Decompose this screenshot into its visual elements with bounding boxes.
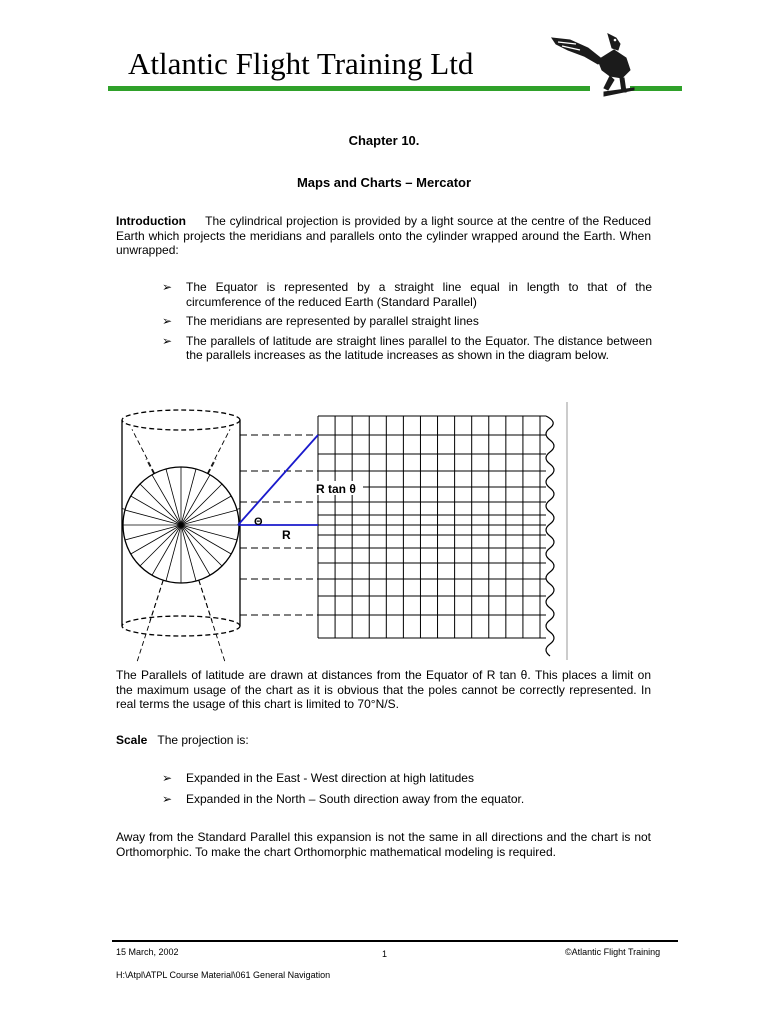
footer-copyright: ©Atlantic Flight Training <box>565 947 661 957</box>
list-item: ➢ The Equator is represented by a straight line equal in length to that of the circumference of the reduced Earth (Standard Parallel) <box>162 280 652 309</box>
arrow-bullet-icon: ➢ <box>162 280 173 294</box>
list-item: ➢ Expanded in the North – South direction away from the equator. <box>162 791 525 806</box>
parallels-paragraph: The Parallels of latitude are drawn at distances from the Equator of R tan θ. This places a limit on the maximum usage of the chart as it is obvious that the poles cannot be correctly represented. In real terms the usage of this chart is limited to 70°N/S. <box>116 668 651 711</box>
scale-bullets <box>162 771 652 806</box>
arrow-bullet-icon: ➢ <box>162 314 173 328</box>
intro-paragraph <box>116 214 651 258</box>
arrow-bullet-icon: ➢ <box>162 771 173 785</box>
list-item: ➢ The meridians are represented by parallel straight lines <box>162 314 479 328</box>
eagle-logo-icon <box>548 30 638 102</box>
footer-rule <box>112 940 678 942</box>
intro-text: The cylindrical projection is provided by a light source at the centre of the Reduced Earth which projects the meridians and parallels onto the cylinder wrapped around the Earth. When unwrapped: <box>116 214 651 257</box>
chapter-title: Chapter 10. <box>348 133 420 148</box>
label-theta: Θ <box>254 516 263 528</box>
intro-label: Introduction <box>116 214 186 228</box>
company-title: Atlantic Flight Training Ltd <box>128 46 474 81</box>
footer-page-number: 1 <box>382 949 388 959</box>
section-title: Maps and Charts – Mercator <box>296 175 472 190</box>
label-r-tan-theta: R tan θ <box>316 482 356 496</box>
label-r: R <box>282 528 291 542</box>
scale-paragraph <box>116 733 651 748</box>
projection-bullets <box>162 280 652 363</box>
list-item: ➢ The parallels of latitude are straight lines parallel to the Equator. The distance between the parallels increases as the latitude increases as shown in the diagram below. <box>162 333 652 362</box>
header-green-line-left <box>108 86 590 91</box>
scale-label: Scale <box>116 733 148 747</box>
arrow-bullet-icon: ➢ <box>162 333 173 348</box>
footer-path: H:\Atpl\ATPL Course Material\061 General Navigation <box>116 970 331 980</box>
scale-text: The projection is: <box>157 733 249 747</box>
footer-date: 15 March, 2002 <box>116 947 179 957</box>
arrow-bullet-icon: ➢ <box>162 791 173 806</box>
mercator-diagram <box>110 398 580 664</box>
orthomorphic-paragraph: Away from the Standard Parallel this expansion is not the same in all directions and the chart is not Orthomorphic. To make the chart Orthomorphic mathematical modeling is required. <box>116 830 651 859</box>
list-item: ➢ Expanded in the East - West direction at high latitudes <box>162 771 474 785</box>
hypotenuse-line <box>238 435 318 525</box>
